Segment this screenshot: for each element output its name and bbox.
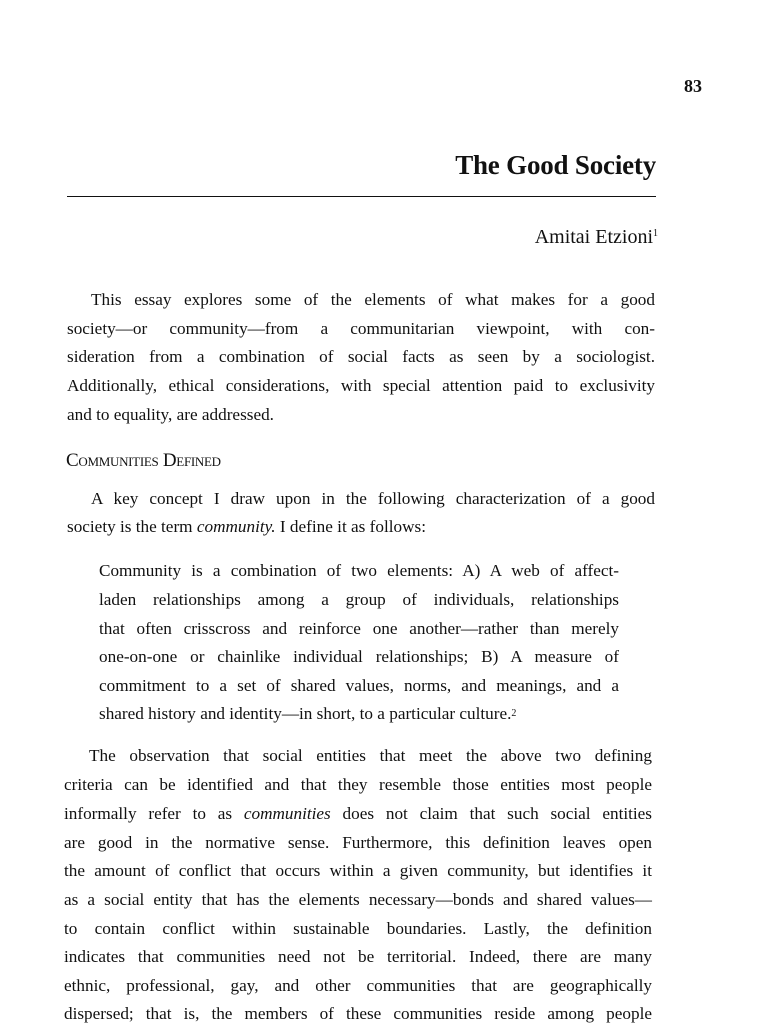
body-line: ethnic, professional, gay, and other communities that are geographically xyxy=(64,976,652,995)
author-footnote-marker: 1 xyxy=(653,228,658,239)
body-line: the amount of conflict that occurs within a given community, but identifies it xyxy=(64,861,652,880)
body-line: indicates that communities need not be territorial. Indeed, there are many xyxy=(64,947,652,966)
body-line xyxy=(64,803,652,825)
quote-line: Community is a combination of two elements: A) A web of affect- xyxy=(99,561,619,580)
quote-line: one-on-one or chainlike individual relationships; B) A measure of xyxy=(99,647,619,666)
abstract-line: society—or community—from a communitarian viewpoint, with con- xyxy=(67,319,655,338)
quote-line: that often crisscross and reinforce one another—rather than merely xyxy=(99,619,619,638)
body-line: as a social entity that has the elements necessary—bonds and shared values— xyxy=(64,890,652,909)
page-title: The Good Society xyxy=(455,150,656,180)
intro-text: I define it as follows: xyxy=(275,517,426,536)
intro-term: community. xyxy=(196,517,276,536)
abstract-line: This essay explores some of the elements of what makes for a good xyxy=(91,290,655,309)
body-line: criteria can be identified and that they resemble those entities most people xyxy=(64,775,652,794)
intro-text: society is the term xyxy=(67,517,197,536)
body-text: does not claim that such social entities xyxy=(330,804,652,823)
body-line: The observation that social entities that meet the above two defining xyxy=(89,746,652,765)
quote-text: shared history and identity—in short, to a particular culture. xyxy=(99,704,512,723)
intro-line: A key concept I draw upon in the following characterization of a good xyxy=(91,489,655,508)
author-name xyxy=(300,226,658,249)
body-term: communities xyxy=(243,804,331,823)
quote-line xyxy=(99,703,619,725)
page-number: 83 xyxy=(684,76,702,96)
body-text: informally refer to as xyxy=(64,804,244,823)
body-line: dispersed; that is, the members of these communities reside among people xyxy=(64,1004,652,1023)
body-line: to contain conflict within sustainable boundaries. Lastly, the definition xyxy=(64,919,652,938)
intro-line xyxy=(67,516,655,538)
body-line: are good in the normative sense. Furthermore, this definition leaves open xyxy=(64,833,652,852)
abstract-line: and to equality, are addressed. xyxy=(67,405,274,424)
quote-footnote-marker: 2 xyxy=(511,708,517,719)
abstract-line: Additionally, ethical considerations, with special attention paid to exclusivity xyxy=(67,376,655,395)
quote-line: laden relationships among a group of individuals, relationships xyxy=(99,590,619,609)
title-rule xyxy=(67,196,656,197)
quote-line: commitment to a set of shared values, norms, and meanings, and a xyxy=(99,676,619,695)
abstract-line: sideration from a combination of social facts as seen by a sociologist. xyxy=(67,347,655,366)
section-heading: Communities Defined xyxy=(66,450,221,471)
author-name-text: Amitai Etzioni xyxy=(534,226,653,248)
